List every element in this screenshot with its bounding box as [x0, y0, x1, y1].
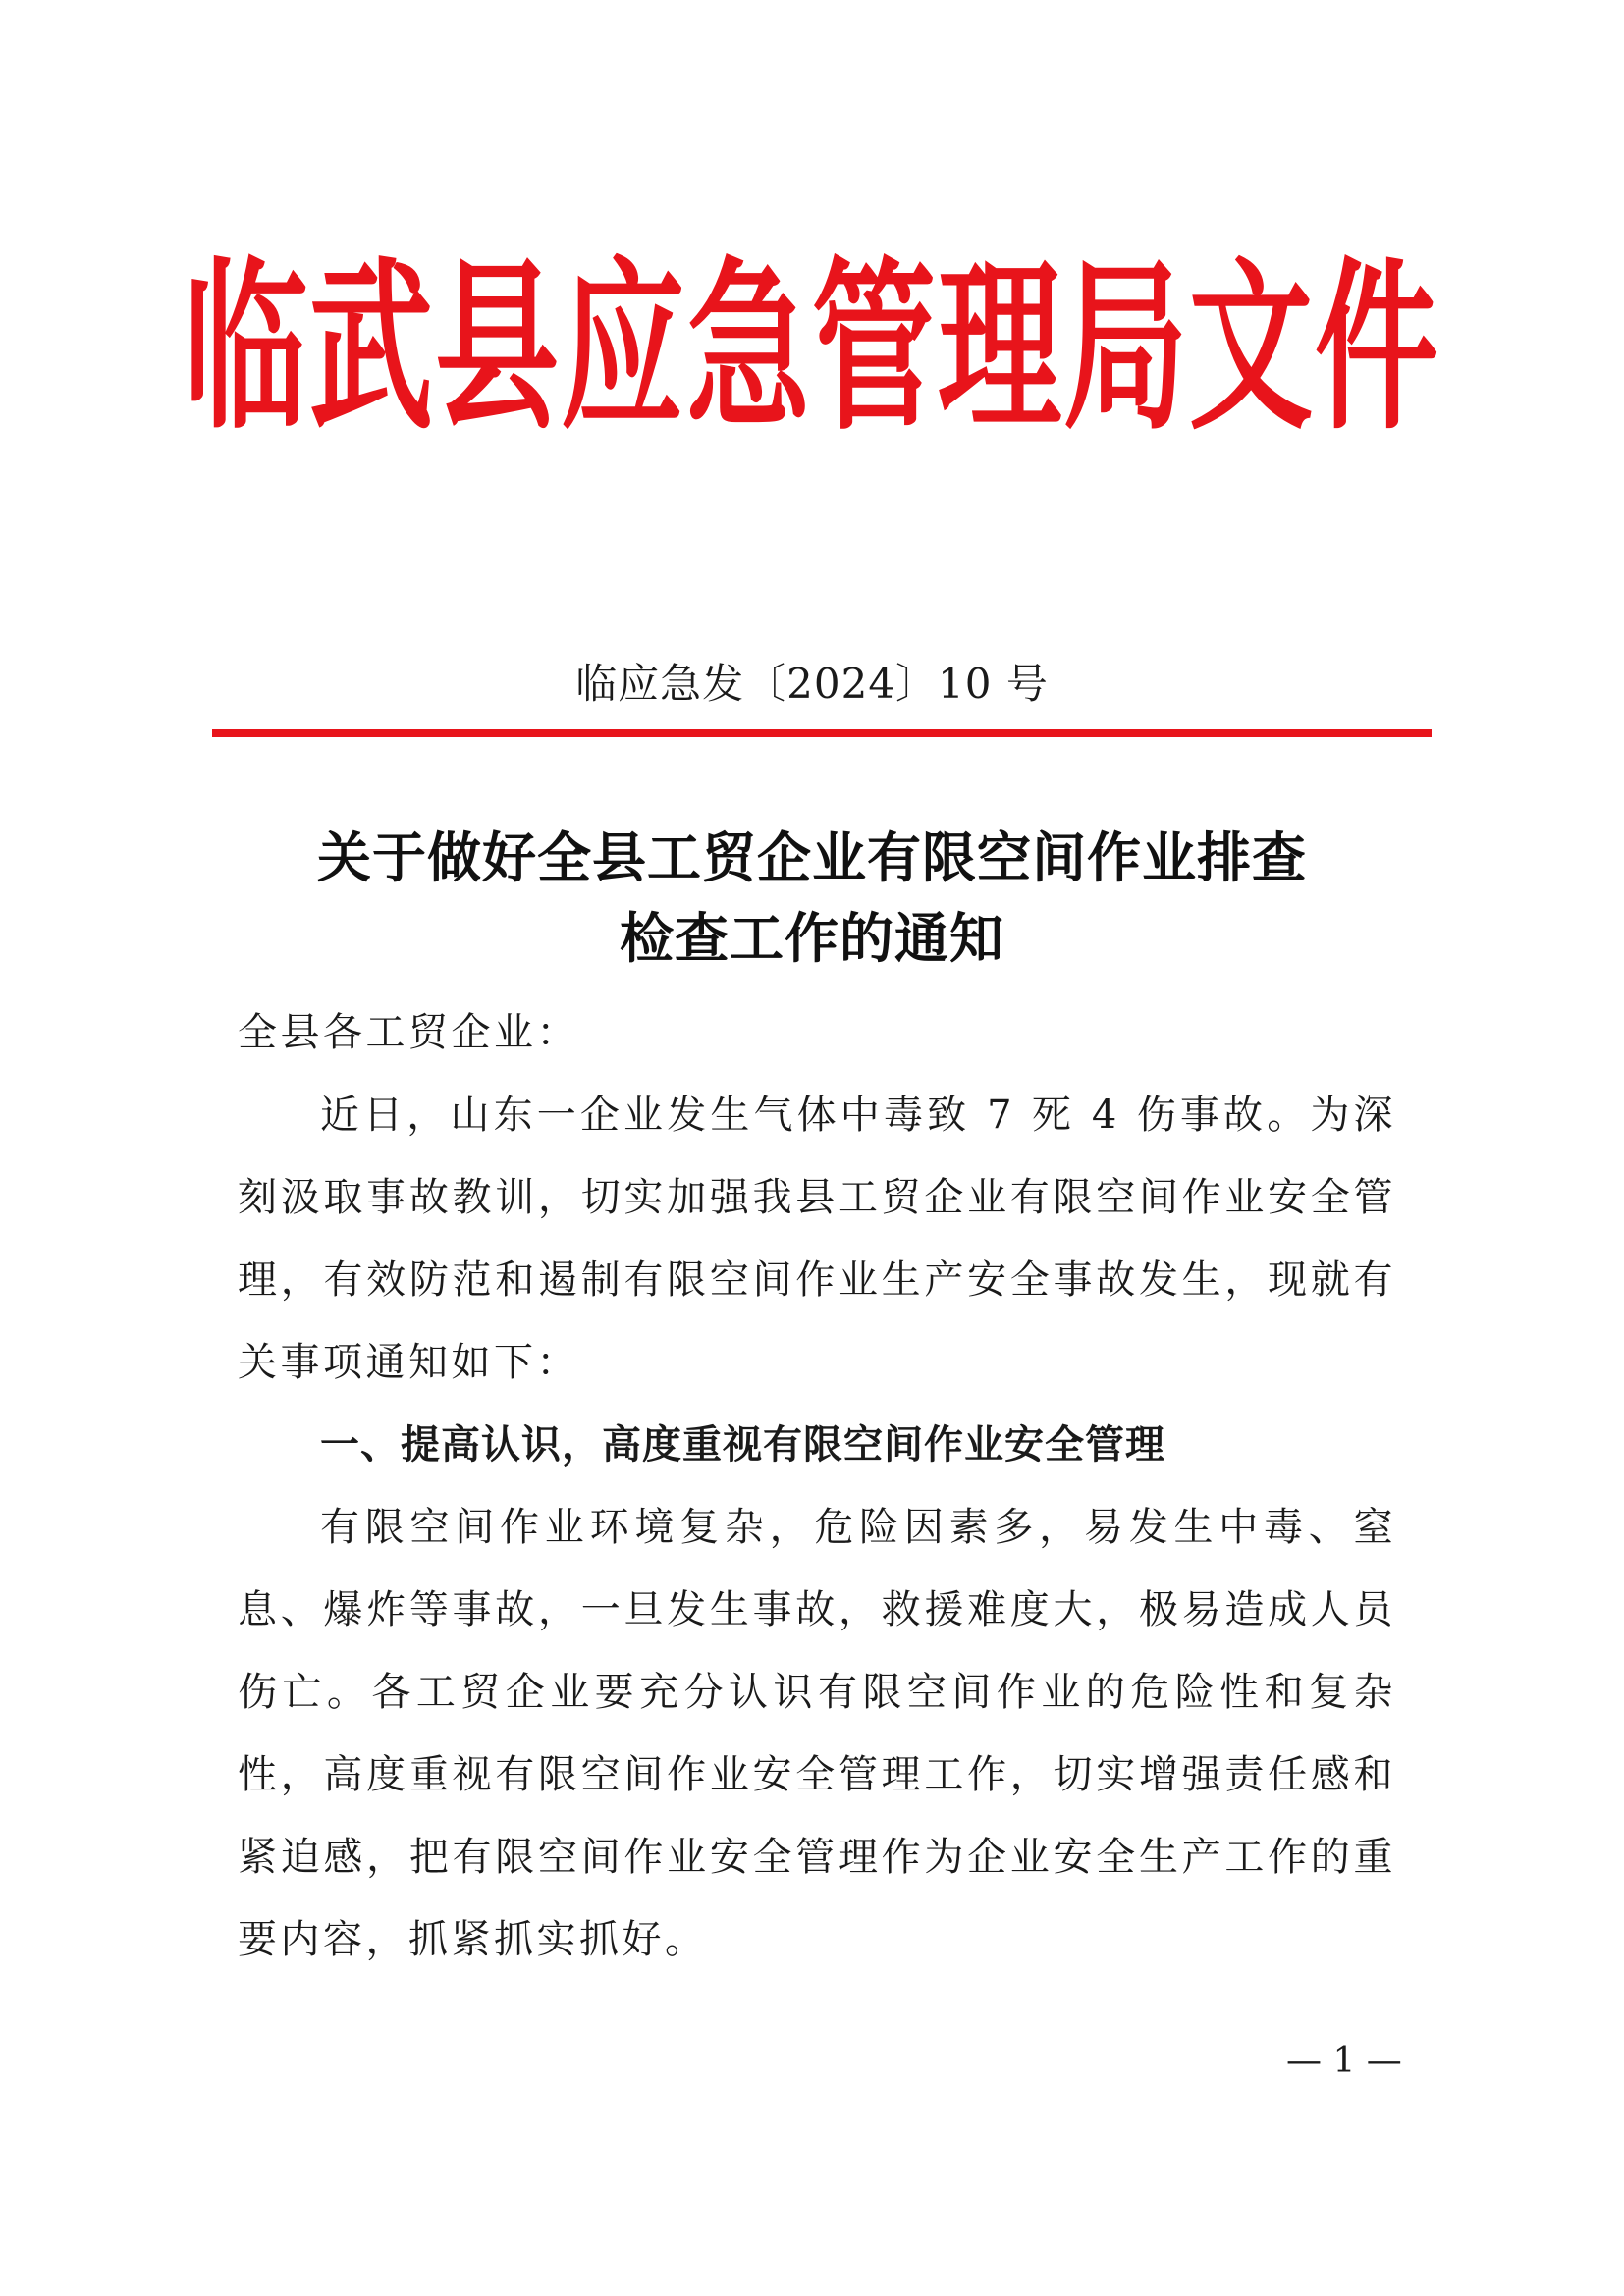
notice-title-line-2: 检查工作的通知	[619, 906, 1004, 970]
salutation: 全县各工贸企业：	[238, 1010, 579, 1055]
paragraph-intro: 近日，山东一企业发生气体中毒致 7 死 4 伤事故。为深刻汲取事故教训，切实加强我县工贸企业有限空间作业安全管理，有效防范和遏制有限空间作业生产安全事故发生，现就有关事项通知如下：	[238, 1093, 1396, 1385]
red-divider-line	[212, 729, 1432, 737]
paragraph-section-1: 有限空间作业环境复杂，危险因素多，易发生中毒、窒息、爆炸等事故，一旦发生事故，救援难度大，极易造成人员伤亡。各工贸企业要充分认识有限空间作业的危险性和复杂性，高度重视有限空间作业安全管理工作，切实增强责任感和紧迫感，把有限空间作业安全管理作为企业安全生产工作的重要内容，抓紧抓实抓好。	[238, 1505, 1396, 1962]
notice-body	[238, 991, 1396, 1981]
document-number: 临应急发〔2024〕10 号	[575, 660, 1049, 708]
section-heading-1: 一、提高认识，高度重视有限空间作业安全管理	[320, 1422, 1165, 1468]
issuing-authority-header: 临武县应急管理局文件	[184, 240, 1440, 455]
notice-title-line-1: 关于做好全县工贸企业有限空间作业排查	[316, 826, 1307, 889]
page-number: — 1 —	[1286, 2041, 1402, 2081]
notice-title	[0, 818, 1624, 979]
